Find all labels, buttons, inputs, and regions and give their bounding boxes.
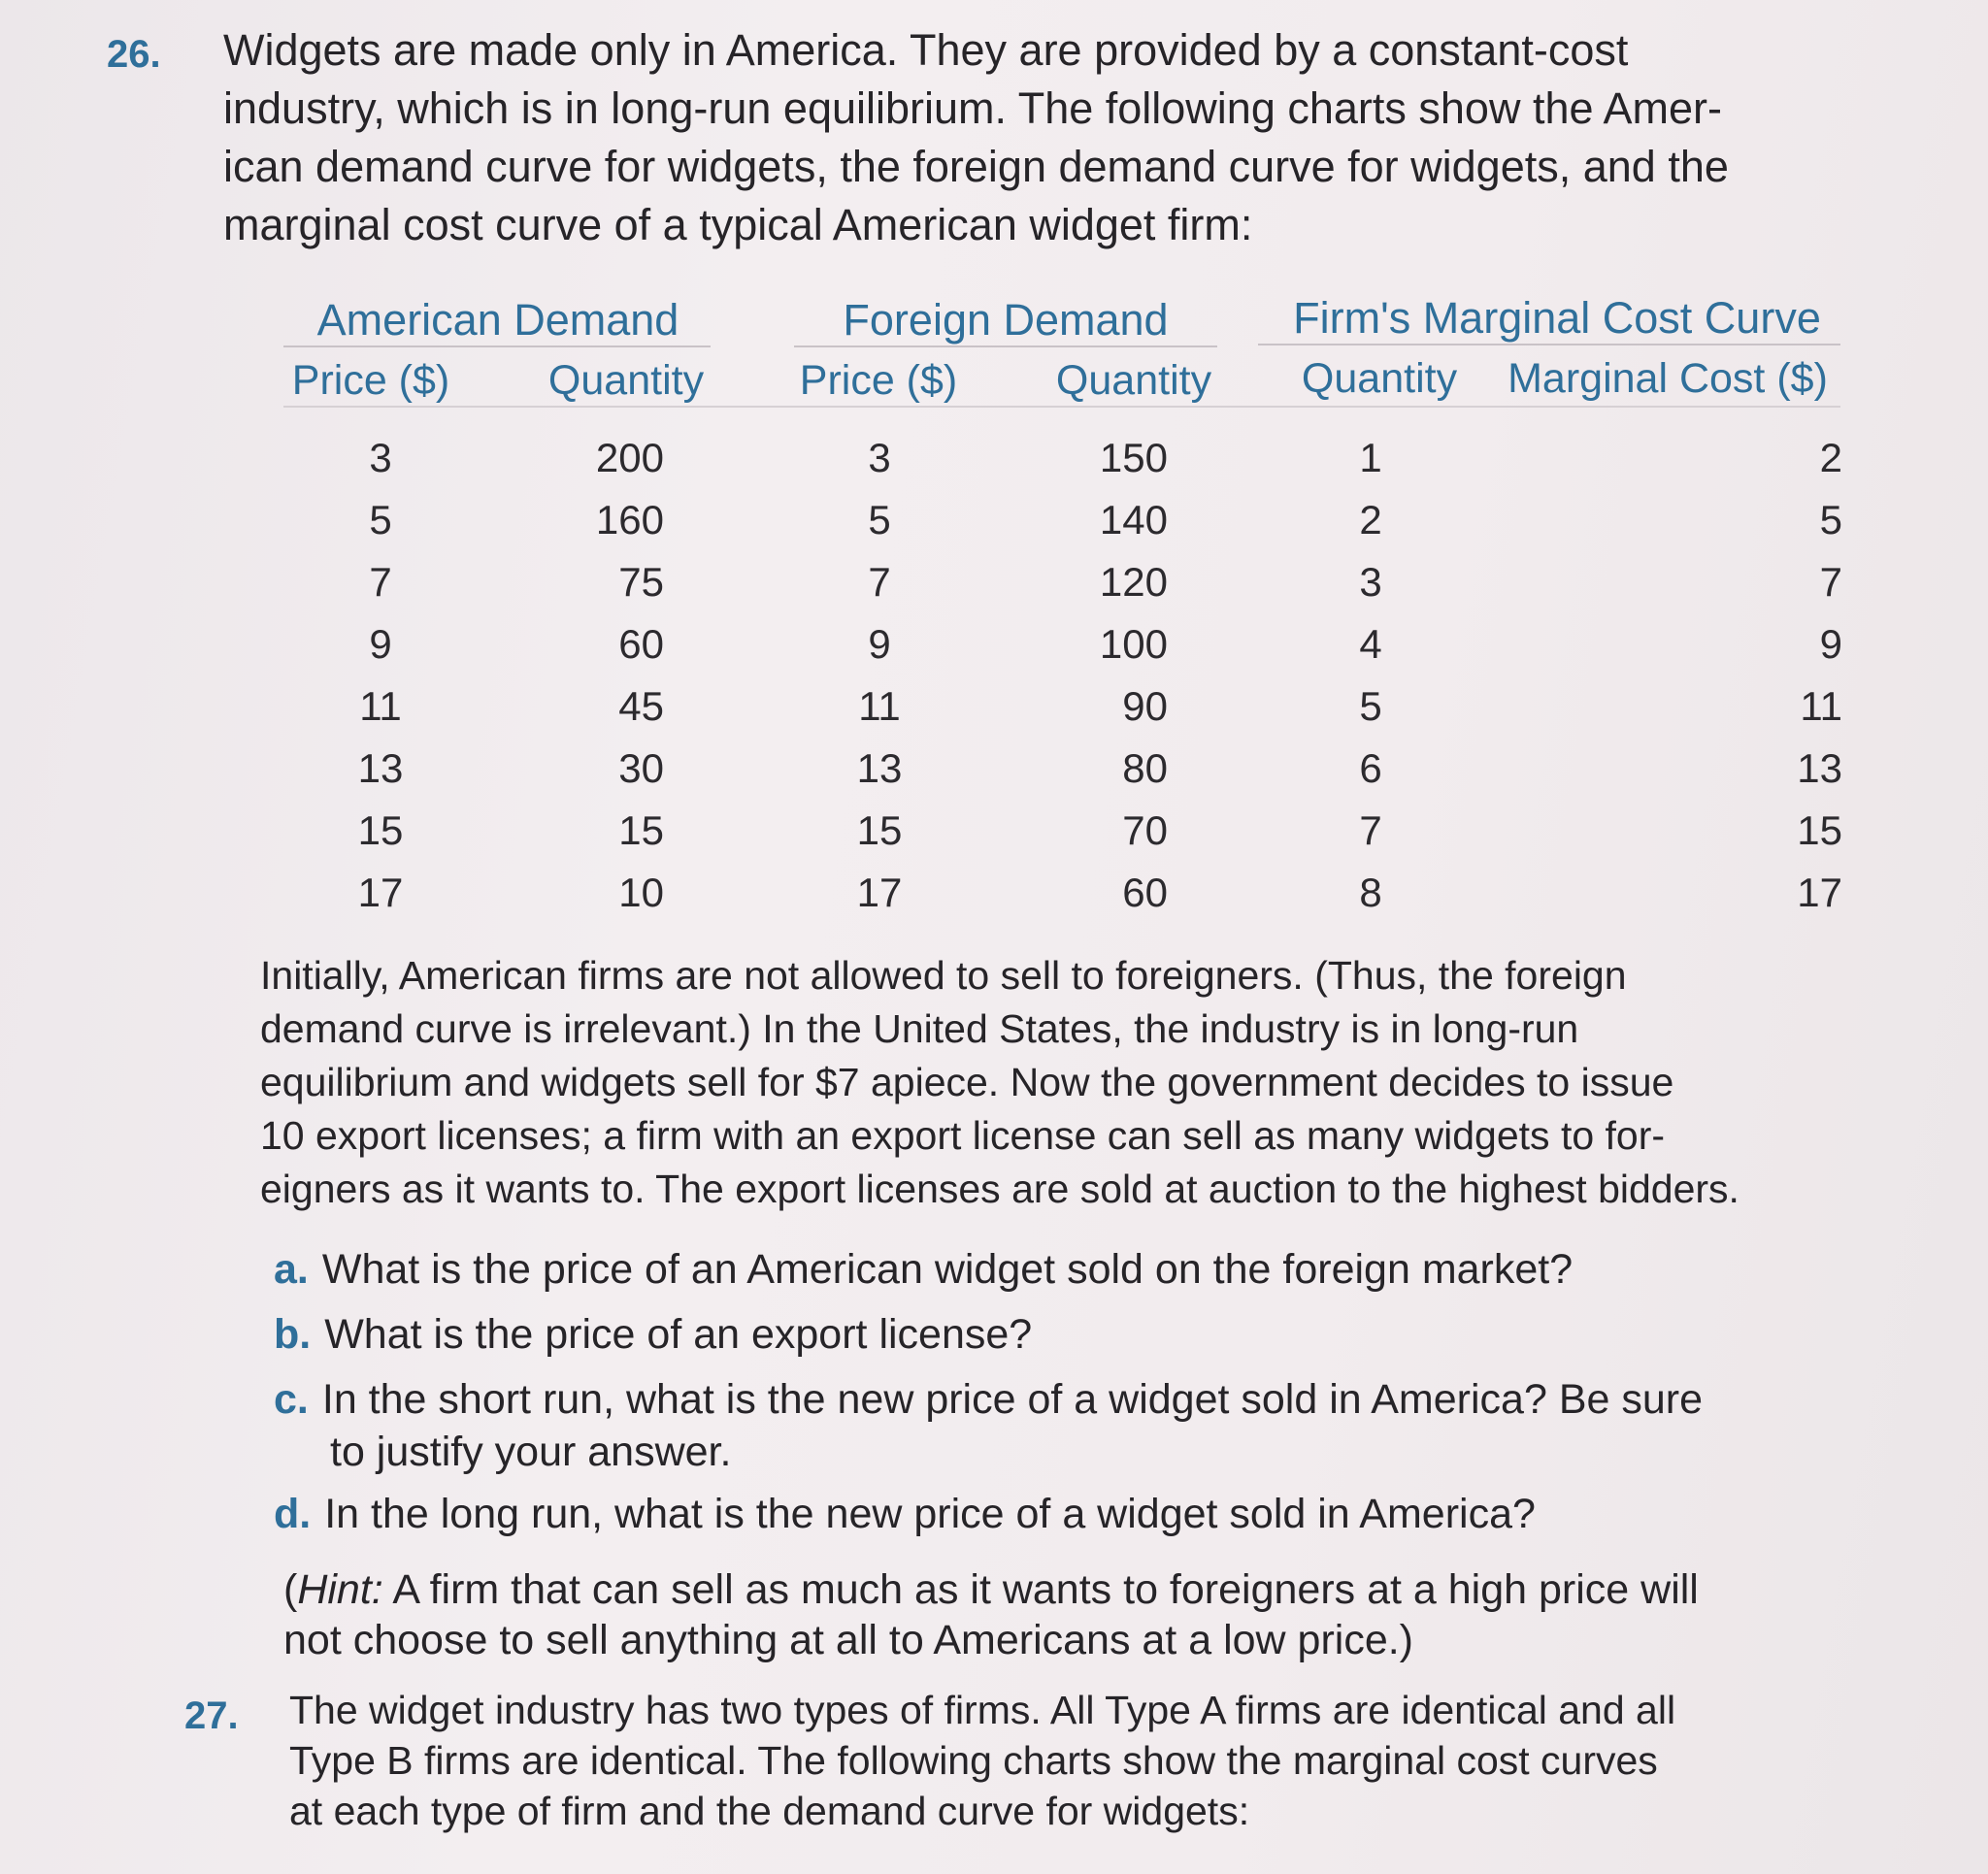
subquestion-letter: b. [274, 1311, 312, 1358]
table-cell: 15 [357, 807, 404, 853]
subquestion-text: In the short run, what is the new price of a widget sold in America? Be sure [321, 1376, 1704, 1423]
table-cell: 150 [1099, 435, 1168, 480]
body-line: equilibrium and widgets sell for $7 apiece. Now the government decides to issue [260, 1060, 1674, 1104]
question-27-text [289, 1685, 1675, 1836]
table-cell: 11 [359, 683, 402, 729]
body-line: demand curve is irrelevant.) In the United States, the industry is in long-run [260, 1006, 1579, 1051]
table-cell: 7 [1359, 807, 1382, 853]
col-header-american-quantity: Quantity [547, 357, 705, 404]
group-firm-marginal-cost: Firm's Marginal Cost Curve [1293, 293, 1821, 343]
table-cell: 1 [1359, 435, 1382, 480]
intro-line: industry, which is in long-run equilibrium. The following charts show the Amer- [223, 83, 1723, 133]
group-underline [283, 345, 711, 347]
widget-data-table [280, 281, 1842, 922]
table-cell: 80 [1122, 745, 1168, 791]
table-cell: 11 [858, 683, 901, 729]
table-cell: 17 [856, 870, 903, 915]
table-cell: 100 [1099, 621, 1168, 667]
subquestion-c [274, 1373, 1703, 1478]
group-foreign-demand: Foreign Demand [843, 295, 1169, 345]
question-27-number: 27. [184, 1694, 239, 1737]
table-cell: 160 [595, 497, 664, 542]
american-quantity-column [509, 427, 664, 924]
table-cell: 30 [618, 745, 664, 791]
table-cell: 11 [1800, 683, 1842, 729]
table-cell: 75 [618, 559, 664, 605]
table-cell: 7 [1819, 559, 1842, 605]
q27-line: Type B firms are identical. The following charts show the marginal cost curves [289, 1738, 1658, 1783]
group-underline [794, 345, 1217, 347]
hint-text: A firm that can sell as much as it wants to foreigners at a high price will [382, 1566, 1699, 1613]
table-cell: 15 [1797, 807, 1842, 853]
table-cell: 200 [595, 435, 664, 480]
group-underline [1258, 344, 1840, 345]
table-cell: 60 [1122, 870, 1168, 915]
table-cell: 4 [1359, 621, 1382, 667]
table-cell: 90 [1122, 683, 1168, 729]
body-line: eigners as it wants to. The export licenses are sold at auction to the highest bidders. [260, 1167, 1740, 1211]
hint-open-paren: ( [283, 1566, 298, 1613]
american-price-column [303, 427, 458, 924]
table-cell: 5 [369, 497, 392, 542]
table-cell: 3 [369, 435, 392, 480]
subquestion-text: What is the price of an export license? [324, 1311, 1033, 1358]
question-26-body [260, 949, 1740, 1216]
table-cell: 9 [369, 621, 392, 667]
table-cell: 15 [618, 807, 664, 853]
subquestion-letter: d. [274, 1491, 312, 1537]
table-cell: 120 [1099, 559, 1168, 605]
q27-line: The widget industry has two types of firms. All Type A firms are identical and all [289, 1688, 1676, 1732]
q27-line: at each type of firm and the demand curve for widgets: [289, 1789, 1250, 1833]
table-cell: 5 [1819, 497, 1842, 542]
table-cell: 5 [868, 497, 891, 542]
body-line: Initially, American firms are not allowed to sell to foreigners. (Thus, the foreign [260, 953, 1627, 998]
col-header-marginal-cost: Marginal Cost ($) [1508, 355, 1828, 402]
hint-label: Hint: [297, 1566, 383, 1613]
body-line: 10 export licenses; a firm with an export license can sell as many widgets to for- [260, 1113, 1666, 1158]
question-26-intro [223, 21, 1729, 254]
subquestion-b [274, 1308, 1032, 1361]
table-cell: 13 [357, 745, 404, 791]
intro-line: marginal cost curve of a typical American widget firm: [223, 200, 1253, 249]
col-header-foreign-quantity: Quantity [1055, 357, 1212, 404]
table-cell: 8 [1359, 870, 1382, 915]
table-cell: 6 [1359, 745, 1382, 791]
intro-line: Widgets are made only in America. They are provided by a constant-cost [223, 25, 1629, 75]
table-cell: 10 [618, 870, 664, 915]
table-cell: 5 [1359, 683, 1382, 729]
table-cell: 7 [369, 559, 392, 605]
table-cell: 13 [1797, 745, 1842, 791]
table-cell: 70 [1122, 807, 1168, 853]
table-cell: 2 [1359, 497, 1382, 542]
group-american-demand: American Demand [316, 295, 679, 345]
col-header-american-price: Price ($) [291, 357, 450, 404]
table-cell: 9 [868, 621, 891, 667]
table-cell: 3 [1359, 559, 1382, 605]
table-cell: 15 [856, 807, 903, 853]
table-cell: 13 [856, 745, 903, 791]
intro-line: ican demand curve for widgets, the foreign demand curve for widgets, and the [223, 142, 1729, 191]
table-cell: 17 [357, 870, 404, 915]
hint-block [283, 1564, 1699, 1665]
subquestion-text: What is the price of an American widget sold on the foreign market? [321, 1246, 1574, 1293]
table-cell: 45 [618, 683, 664, 729]
subquestion-text-continued: to justify your answer. [330, 1429, 732, 1475]
table-cell: 7 [868, 559, 891, 605]
subquestion-text: In the long run, what is the new price of a widget sold in America? [324, 1491, 1536, 1537]
col-header-firm-quantity: Quantity [1301, 355, 1458, 402]
question-26-number: 26. [107, 33, 161, 76]
firm-quantity-column [1293, 427, 1448, 924]
subquestion-letter: a. [274, 1246, 309, 1293]
firm-marginal-cost-column [1687, 427, 1842, 924]
table-cell: 2 [1819, 435, 1842, 480]
foreign-quantity-column [1012, 427, 1168, 924]
hint-text: not choose to sell anything at all to Americans at a low price.) [283, 1617, 1414, 1663]
table-cell: 17 [1797, 870, 1842, 915]
table-cell: 3 [868, 435, 891, 480]
col-header-foreign-price: Price ($) [799, 357, 958, 404]
subquestion-a [274, 1243, 1573, 1296]
subquestion-d [274, 1488, 1536, 1540]
foreign-price-column [802, 427, 957, 924]
subquestion-letter: c. [274, 1376, 309, 1423]
table-cell: 60 [618, 621, 664, 667]
header-underline [283, 406, 1840, 408]
table-cell: 9 [1819, 621, 1842, 667]
table-cell: 140 [1099, 497, 1168, 542]
